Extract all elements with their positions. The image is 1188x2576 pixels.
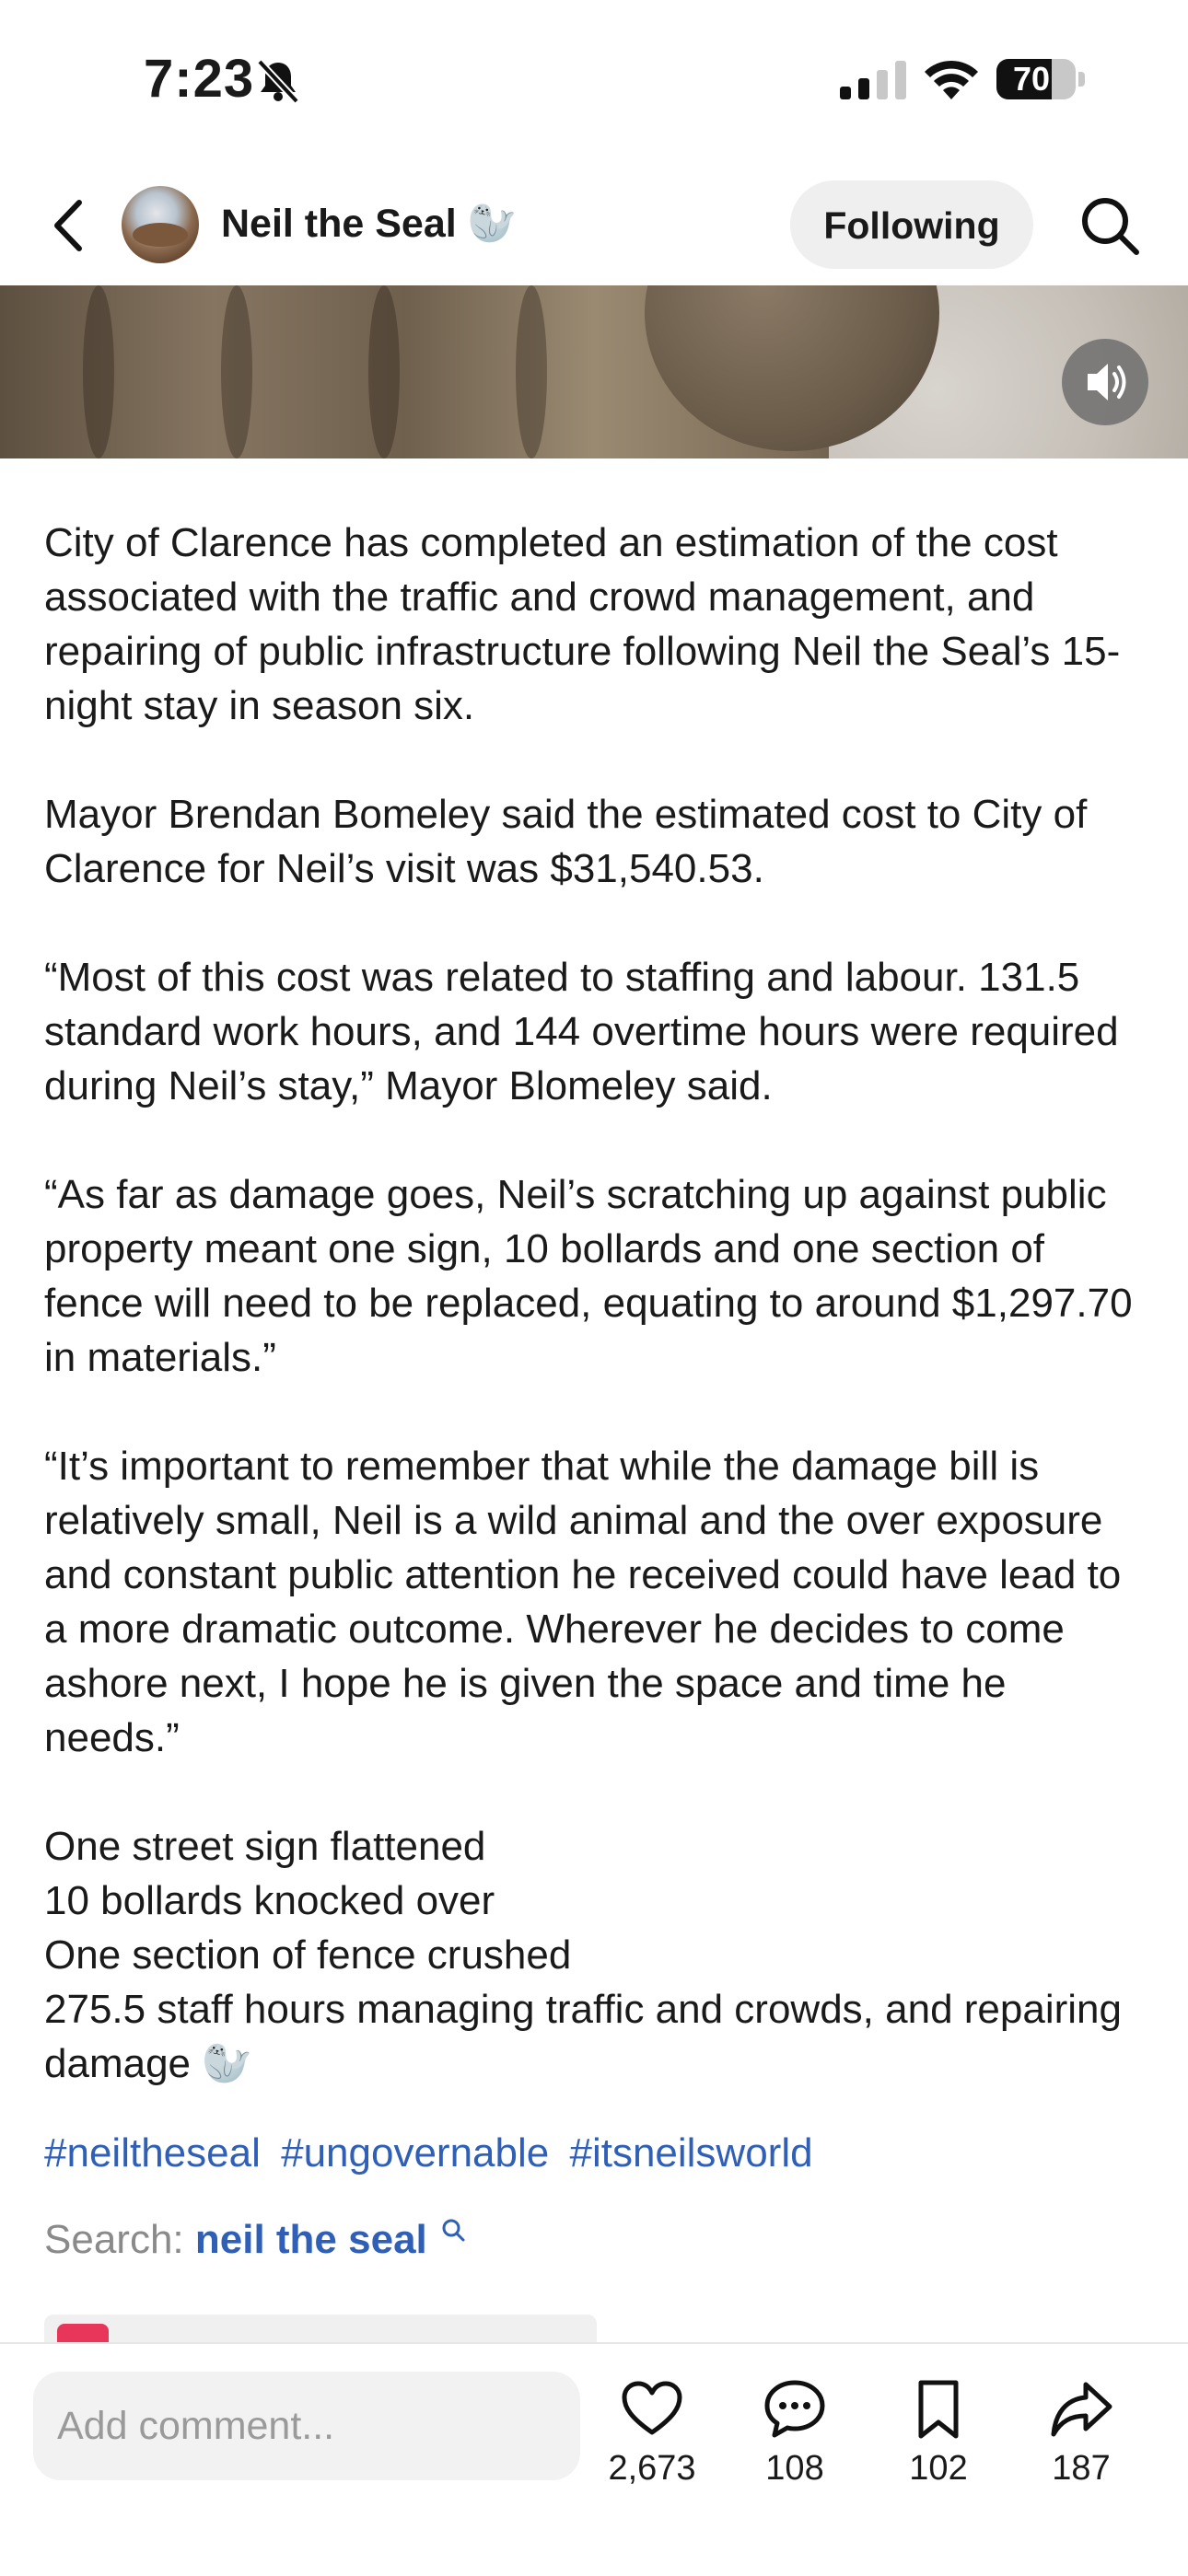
search-suggestion[interactable] (44, 2217, 466, 2263)
battery-percent: 70 (1012, 60, 1051, 98)
speaker-icon (1062, 339, 1148, 425)
bell-muted-icon (254, 57, 302, 105)
music-chip[interactable] (44, 2315, 597, 2342)
post-paragraph: City of Clarence has completed an estimation of the cost associated with the traffic and crowd management, and repairing of public infrastructure following Neil the Seal’s 15-night stay in season six. (44, 520, 1121, 728)
media-fold (221, 285, 252, 458)
post-list-line: One street sign flattened (44, 1824, 486, 1869)
hashtag-link[interactable]: #neiltheseal (44, 2130, 261, 2176)
following-button[interactable]: Following (790, 180, 1033, 269)
bookmark-icon (906, 2377, 971, 2442)
comment-bubble-icon (763, 2377, 827, 2442)
wifi-icon (923, 57, 980, 101)
hashtag-link[interactable]: #itsneilsworld (569, 2130, 813, 2176)
battery-icon (996, 59, 1085, 99)
share-button[interactable] (1026, 2377, 1136, 2489)
post-media[interactable] (0, 285, 1188, 458)
hashtags (44, 2130, 822, 2176)
share-count: 187 (1052, 2449, 1111, 2488)
post-list-line: 10 bollards knocked over (44, 1878, 495, 1923)
comment-input[interactable] (33, 2372, 580, 2480)
post-paragraph: Mayor Brendan Bomeley said the estimated cost to City of Clarence for Neil’s visit was $31,540.53. (44, 792, 1088, 891)
status-bar (0, 0, 1188, 166)
search-icon[interactable] (1077, 193, 1142, 258)
like-count: 2,673 (608, 2449, 696, 2488)
post-list-line: One section of fence crushed (44, 1932, 572, 1978)
status-time: 7:23 (144, 49, 255, 109)
search-term-link[interactable]: neil the seal (194, 2217, 427, 2262)
search-small-icon (440, 2217, 466, 2243)
author-name[interactable]: Neil the Seal 🦭 (221, 202, 518, 246)
music-icon (57, 2324, 109, 2342)
like-button[interactable] (597, 2377, 707, 2489)
media-fold (83, 285, 114, 458)
avatar[interactable] (122, 186, 199, 263)
search-label: Search: (44, 2217, 184, 2262)
comment-button[interactable] (740, 2377, 850, 2489)
share-arrow-icon (1049, 2377, 1113, 2442)
post-list-line: 275.5 staff hours managing traffic and crowds, and repairing damage 🦭 (44, 1987, 1122, 2086)
hashtag-link[interactable]: #ungovernable (281, 2130, 550, 2176)
chevron-left-icon[interactable] (46, 193, 92, 258)
save-button[interactable] (883, 2377, 994, 2489)
post-paragraph: “As far as damage goes, Neil’s scratching up against public property meant one sign, 10 bollards and one section of fence will need to be replaced, equating to around $1,297.70 in materials.” (44, 1172, 1133, 1380)
nav-bar (0, 166, 1188, 285)
bottom-action-bar (0, 2342, 1188, 2576)
media-fold (368, 285, 400, 458)
cellular-signal-icon (840, 61, 906, 99)
post-body (44, 516, 1149, 2091)
comment-count: 108 (765, 2449, 824, 2488)
media-fold (516, 285, 547, 458)
sound-button[interactable] (1062, 339, 1148, 425)
battery-cap (1078, 72, 1085, 87)
avatar-seal-shape (133, 223, 188, 247)
save-count: 102 (909, 2449, 968, 2488)
post-paragraph: “It’s important to remember that while the damage bill is relatively small, Neil is a wild animal and the over exposure and constant public attention he received could have lead to a more dramatic outcome. Wherever he decides to come ashore next, I hope he is given the space and time he needs.” (44, 1444, 1122, 1760)
heart-icon (620, 2377, 684, 2442)
post-paragraph: “Most of this cost was related to staffing and labour. 131.5 standard work hours, and 144 overtime hours were required during Neil’s stay,” Mayor Blomeley said. (44, 955, 1119, 1108)
battery-body (996, 59, 1076, 99)
